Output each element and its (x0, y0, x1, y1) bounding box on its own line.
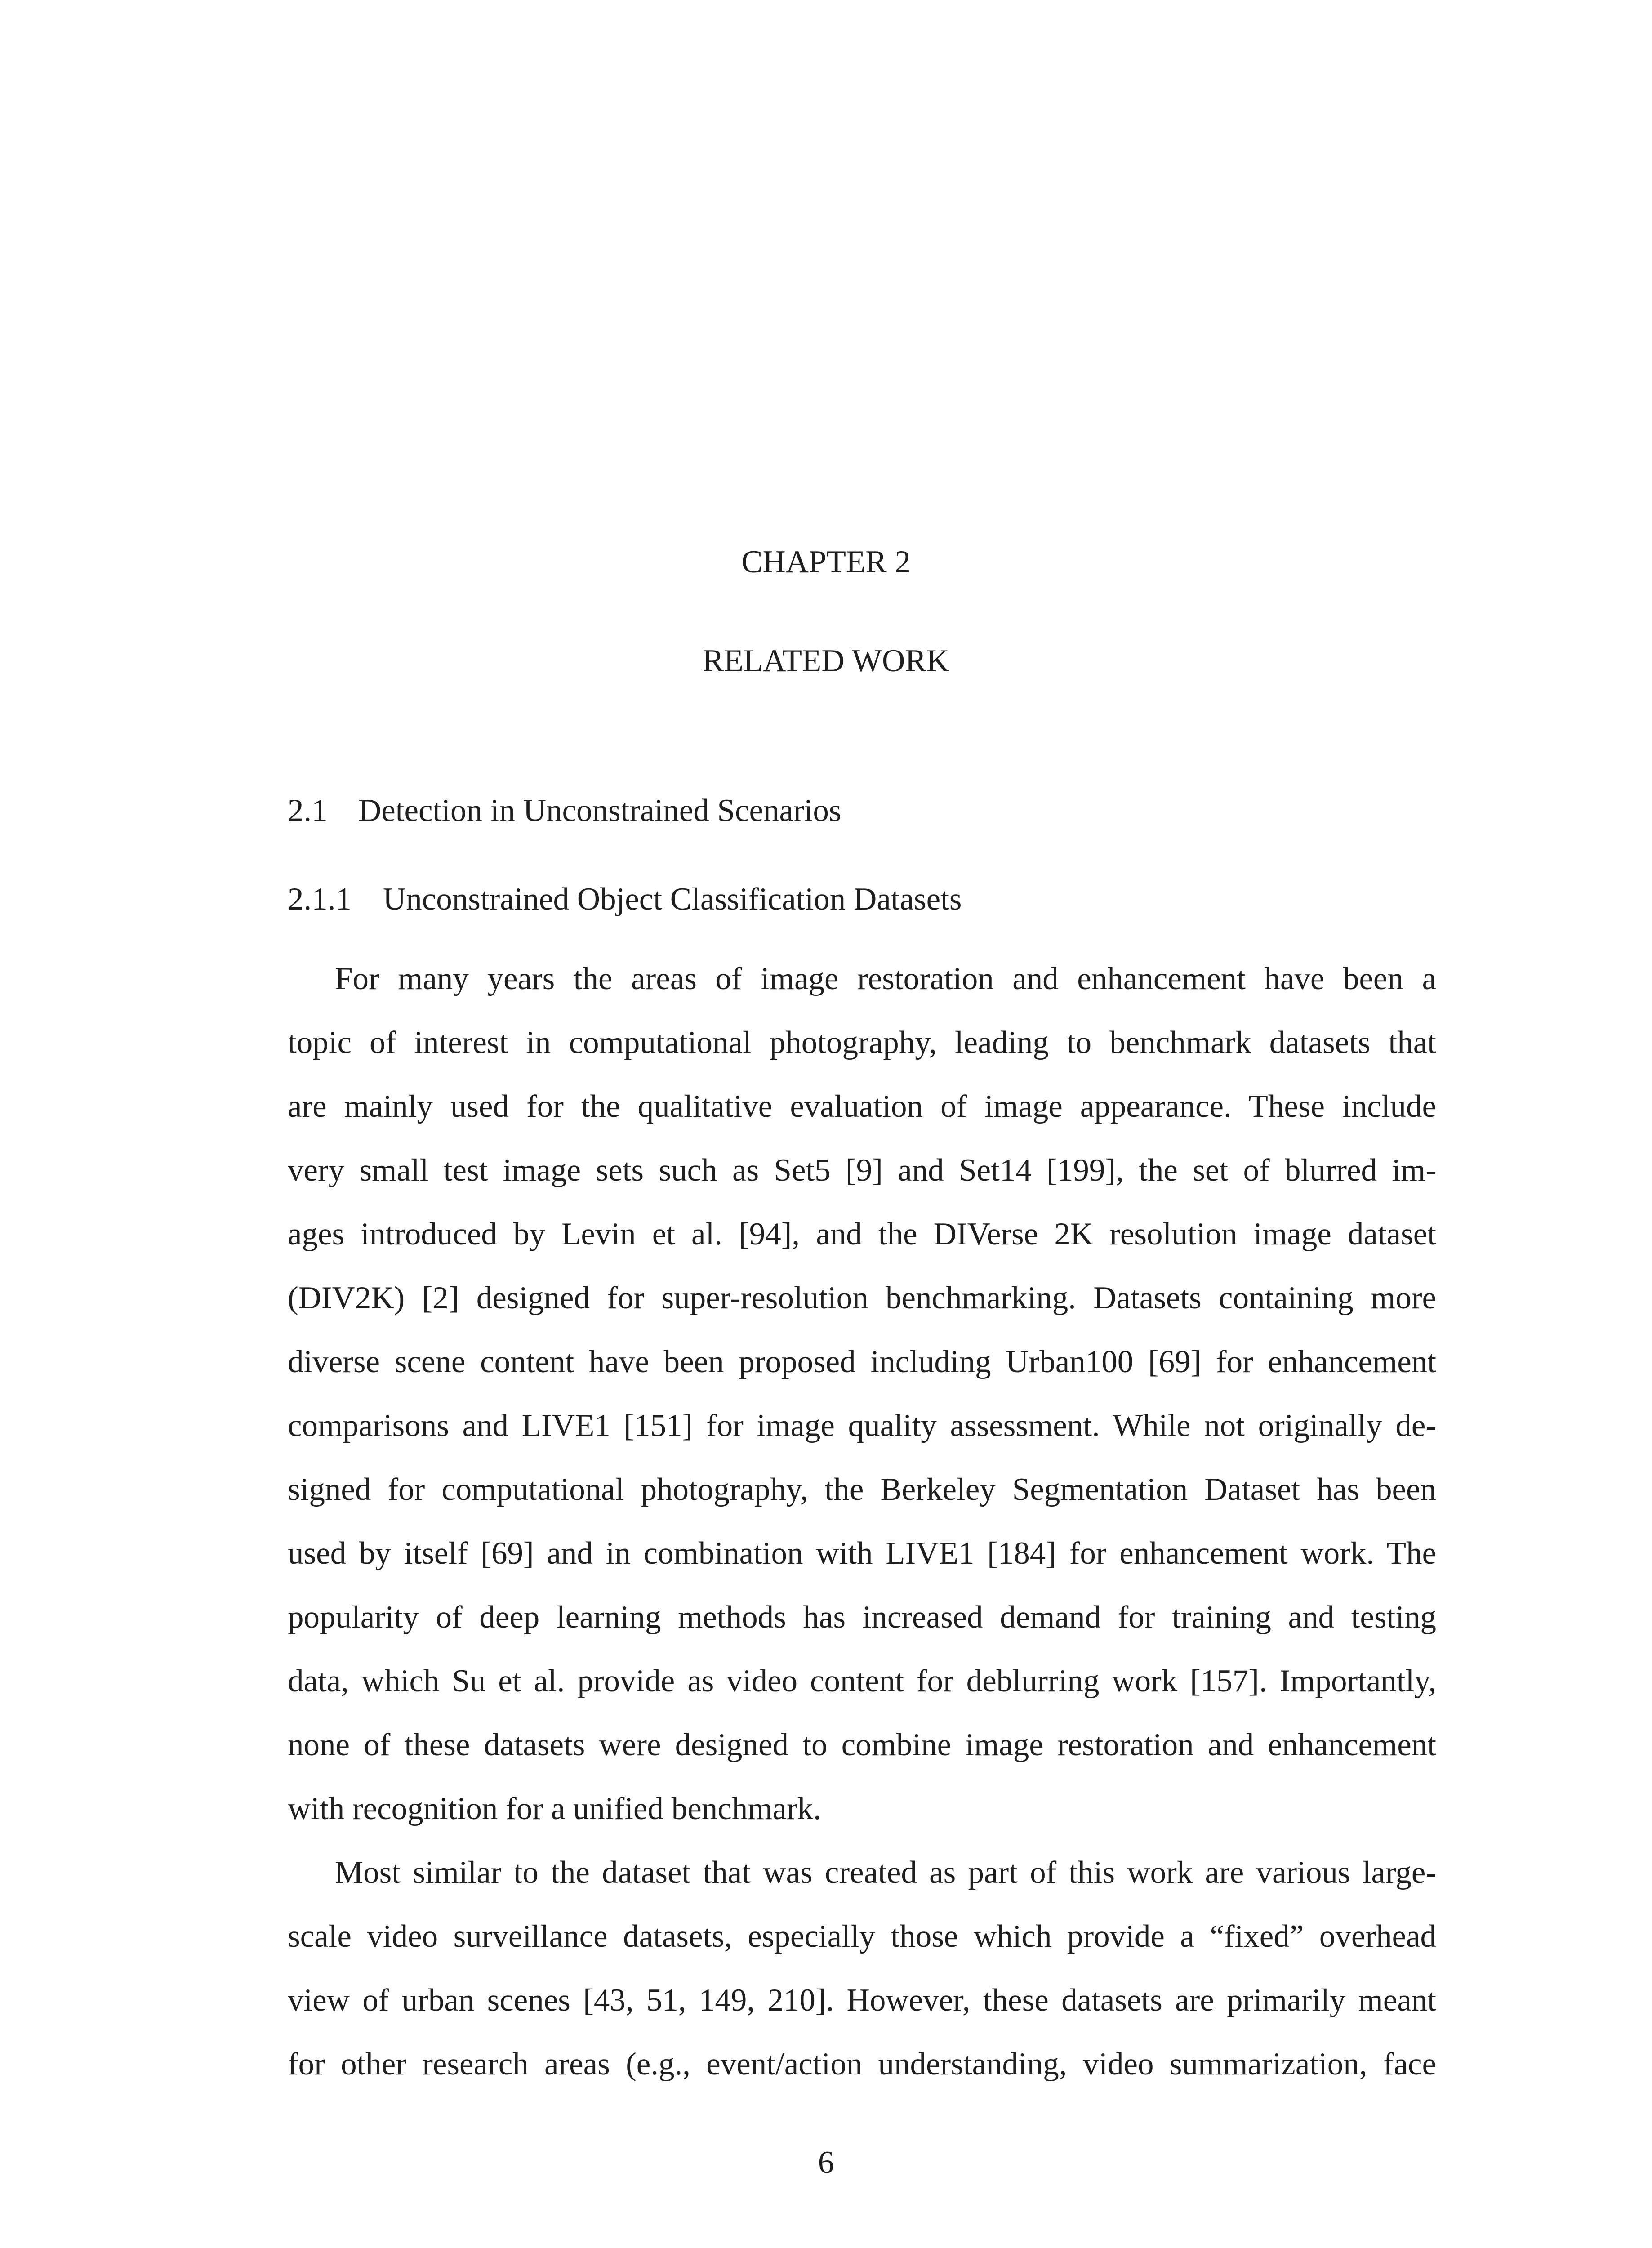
text-line: For many years the areas of image restoration and enhancement have been a (335, 961, 1436, 996)
chapter-title: RELATED WORK (703, 643, 949, 678)
text-line: view of urban scenes [43, 51, 149, 210]. However, these datasets are primarily meant (288, 1983, 1436, 2018)
subsection-number: 2.1.1 (288, 882, 352, 917)
text-line: popularity of deep learning methods has increased demand for training and testing (288, 1600, 1436, 1635)
text-line: data, which Su et al. provide as video content for deblurring work [157]. Importantly, (288, 1664, 1436, 1699)
text-line: comparisons and LIVE1 [151] for image quality assessment. While not originally de- (288, 1408, 1436, 1443)
text-line: diverse scene content have been proposed including Urban100 [69] for enhancement (288, 1344, 1436, 1379)
text-line: used by itself [69] and in combination with LIVE1 [184] for enhancement work. The (288, 1536, 1436, 1571)
page-number: 6 (818, 2145, 834, 2180)
text-line: with recognition for a unified benchmark. (288, 1791, 821, 1826)
text-line: Most similar to the dataset that was created as part of this work are various large- (335, 1855, 1436, 1890)
text-line: very small test image sets such as Set5 [9] and Set14 [199], the set of blurred im- (288, 1153, 1436, 1188)
text-line: ages introduced by Levin et al. [94], and the DIVerse 2K resolution image dataset (288, 1217, 1436, 1252)
text-line: for other research areas (e.g., event/action understanding, video summarization, face (288, 2047, 1436, 2082)
subsection-heading (288, 874, 962, 924)
section-heading (288, 786, 842, 835)
text-line: topic of interest in computational photography, leading to benchmark datasets that (288, 1025, 1436, 1060)
text-line: (DIV2K) [2] designed for super-resolution benchmarking. Datasets containing more (288, 1280, 1436, 1316)
text-line: signed for computational photography, the Berkeley Segmentation Dataset has been (288, 1472, 1436, 1507)
subsection-title: Unconstrained Object Classification Datasets (383, 882, 962, 917)
section-title: Detection in Unconstrained Scenarios (358, 793, 842, 828)
text-line: are mainly used for the qualitative evaluation of image appearance. These include (288, 1089, 1436, 1124)
text-line: scale video surveillance datasets, especially those which provide a “fixed” overhead (288, 1919, 1436, 1954)
section-number: 2.1 (288, 793, 328, 828)
text-line: none of these datasets were designed to combine image restoration and enhancement (288, 1727, 1436, 1762)
chapter-label: CHAPTER 2 (741, 544, 911, 580)
